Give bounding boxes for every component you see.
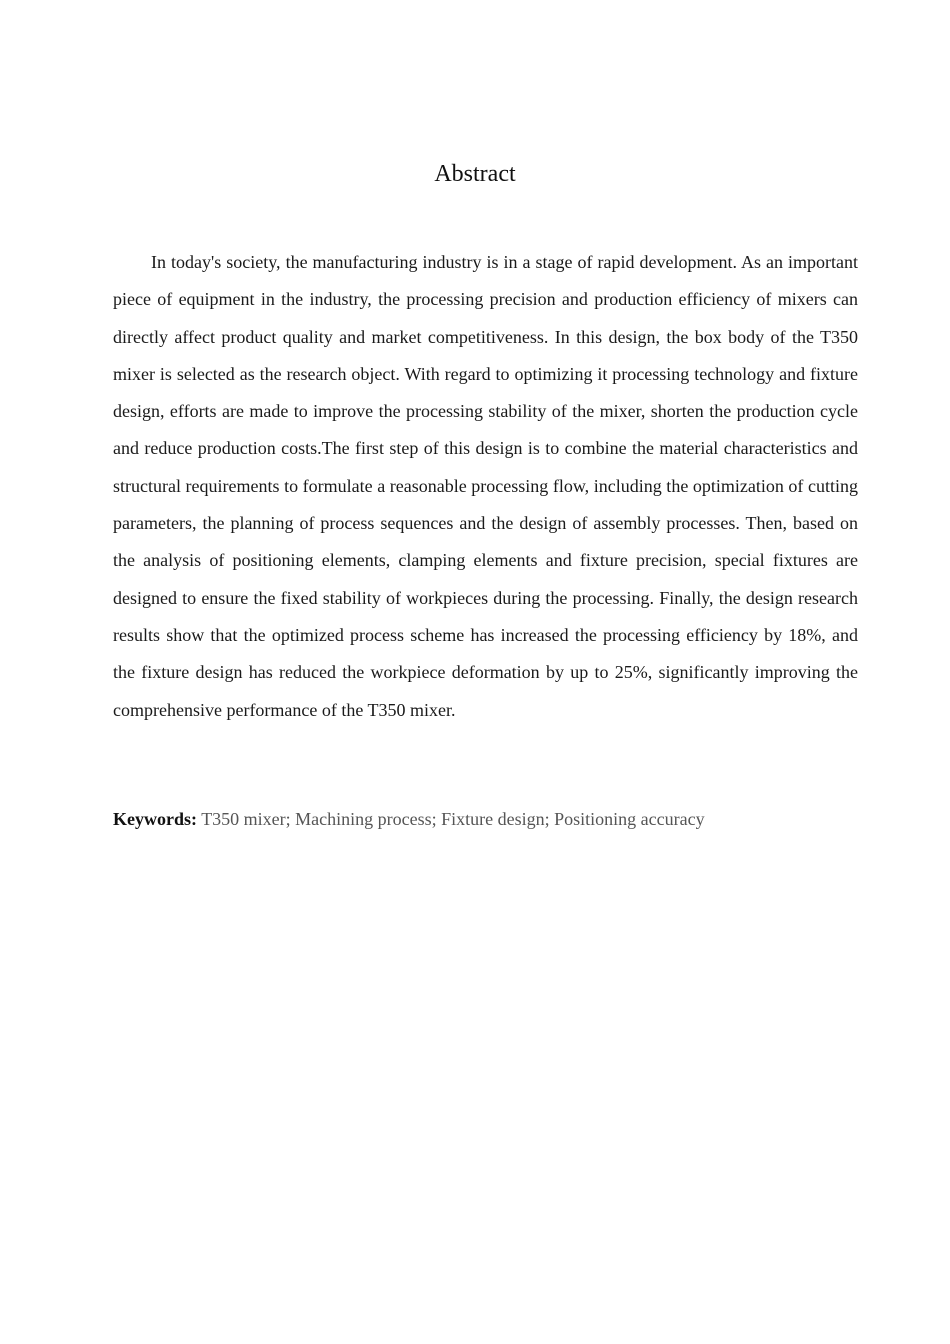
keywords-list: T350 mixer; Machining process; Fixture design; Positioning accuracy [201, 809, 705, 829]
keywords-label: Keywords: [113, 809, 197, 829]
keywords-line [113, 804, 858, 834]
abstract-title: Abstract [434, 161, 516, 187]
abstract-body-paragraph: In today's society, the manufacturing industry is in a stage of rapid development. As an important piece of equipment in the industry, the processing precision and production efficiency of mixers can directly affect product quality and market competitiveness. In this design, the box body of the T350 mixer is selected as the research object. With regard to optimizing it processing technology and fixture design, efforts are made to improve the processing stability of the mixer, shorten the production cycle and reduce production costs.The first step of this design is to combine the material characteristics and structural requirements to formulate a reasonable processing flow, including the optimization of cutting parameters, the planning of process sequences and the design of assembly processes. Then, based on the analysis of positioning elements, clamping elements and fixture precision, special fixtures are designed to ensure the fixed stability of workpieces during the processing. Finally, the design research results show that the optimized process scheme has increased the processing efficiency by 18%, and the fixture design has reduced the workpiece deformation by up to 25%, significantly improving the comprehensive performance of the T350 mixer. [113, 252, 858, 720]
